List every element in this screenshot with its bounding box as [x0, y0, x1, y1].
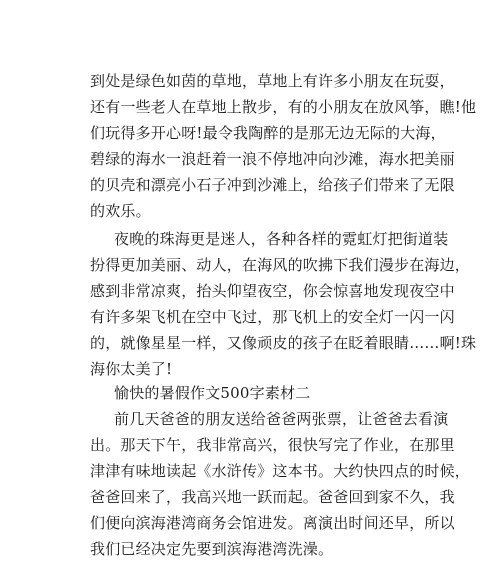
text-line: 扮得更加美丽、动人，在海风的吹拂下我们漫步在海边， [90, 256, 471, 274]
text-line: 爸爸回来了，我高兴地一跃而起。爸爸回到家不久，我 [90, 488, 455, 506]
text-line: 出。那天下午，我非常高兴，很快写完了作业，在那里 [90, 436, 455, 454]
text-line: 还有一些老人在草地上散步，有的小朋友在放风筝，瞧!他 [90, 98, 477, 116]
text-line: 有许多架飞机在空中飞过，那飞机上的安全灯一闪一闪 [90, 308, 455, 326]
text-line: 海你太美了! [90, 360, 173, 378]
text-line: 到处是绿色如茵的草地，草地上有许多小朋友在玩耍， [90, 72, 455, 90]
text-line: 的贝壳和漂亮小石子冲到沙滩上，给孩子们带来了无限 [90, 176, 455, 194]
text-line: 感到非常凉爽，抬头仰望夜空，你会惊喜地发现夜空中 [90, 282, 455, 300]
paragraph-start-line: 前几天爸爸的朋友送给爸爸两张票，让爸爸去看演 [114, 410, 449, 428]
text-line: 的欢乐。 [90, 202, 151, 220]
text-line: 碧绿的海水一浪赶着一浪不停地冲向沙滩，海水把美丽 [90, 150, 455, 168]
text-line: 我们已经决定先要到滨海港湾洗澡。 [90, 540, 334, 558]
text-line: 的，就像星星一样，又像顽皮的孩子在眨着眼睛……啊!珠 [90, 334, 477, 352]
section-heading: 愉快的暑假作文500字素材二 [114, 384, 311, 402]
text-line: 们玩得多开心呀!最令我陶醉的是那无边无际的大海， [90, 124, 446, 142]
text-line: 们便向滨海港湾商务会馆进发。离演出时间还早，所以 [90, 514, 455, 532]
text-line: 津津有味地读起《水浒传》这本书。大约快四点的时候， [90, 462, 471, 480]
paragraph-start-line: 夜晚的珠海更是迷人，各种各样的霓虹灯把街道装 [114, 230, 449, 248]
